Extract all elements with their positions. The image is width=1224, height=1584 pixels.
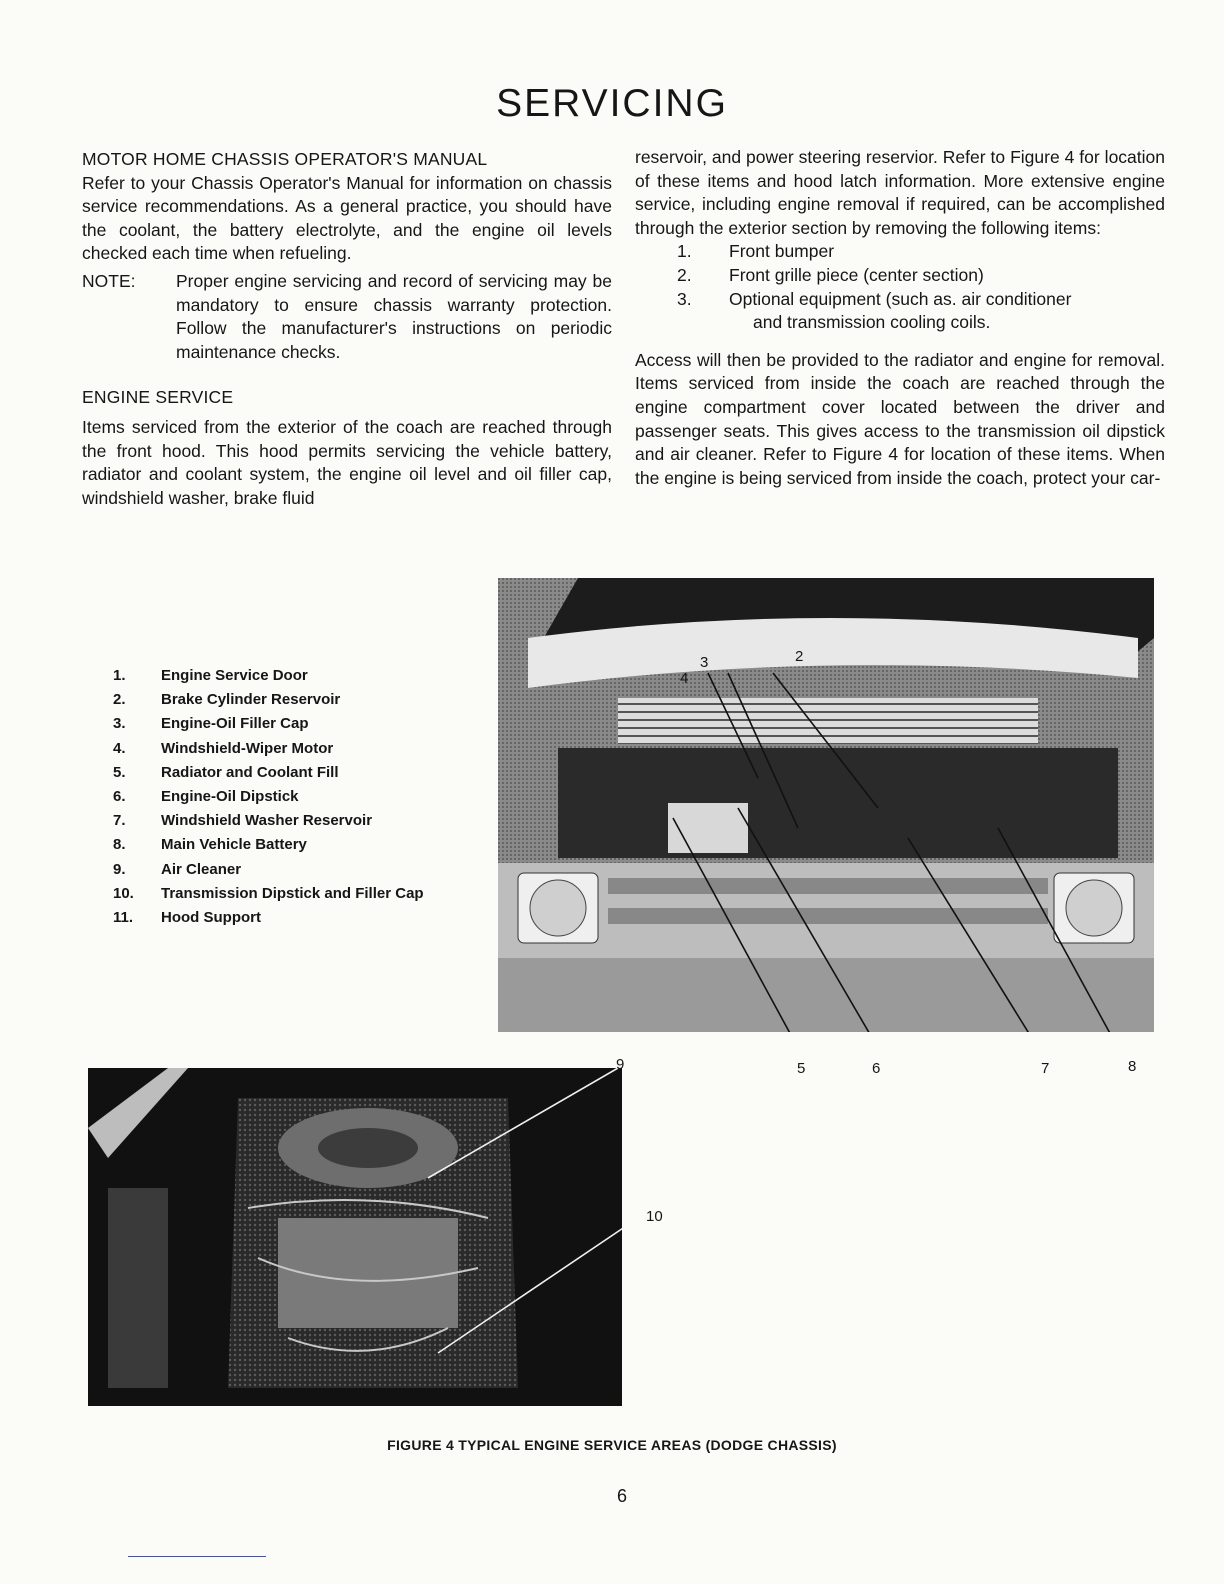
legend-item: 1. Engine Service Door (113, 667, 308, 684)
legend-item: 2. Brake Cylinder Reservoir (113, 691, 341, 709)
engine-compartment-photo (88, 1068, 622, 1406)
legend-item: 11. Hood Support (113, 909, 261, 927)
callout-8: 8 (1128, 1058, 1137, 1075)
legend-item: 4. Windshield-Wiper Motor (113, 739, 334, 757)
footer-rule (128, 1556, 266, 1557)
front-hood-photo (498, 578, 1154, 1032)
legend-item: 10. Transmission Dipstick and Filler Cap (113, 884, 424, 902)
list-item: 1. Front bumper (677, 241, 835, 262)
note-label: NOTE: (82, 270, 136, 291)
callout-6: 6 (872, 1060, 881, 1077)
access-paragraph: Access will then be provided to the radiator and engine for removal. Items serviced from inside the coach are reached through the engine compartment cover located between the driver and passenger seats. This gives access to the transmission oil dipstick and air cleaner. Refer to Figure 4 for location of these items. When the engine is being serviced from inside the coach, protect your car- (635, 349, 1165, 488)
left-column (82, 148, 612, 510)
note-block (82, 270, 612, 364)
legend-item: 8. Main Vehicle Battery (113, 836, 307, 854)
removal-steps-list (635, 240, 1165, 334)
callout-9: 9 (616, 1056, 625, 1073)
figure-caption: FIGURE 4 TYPICAL ENGINE SERVICE AREAS (DODGE CHASSIS) (387, 1437, 837, 1453)
continued-paragraph: reservoir, and power steering reservior. Refer to Figure 4 for location of these items and hood latch information. More extensive engine service, including engine removal if required, can be accomplished through the exterior section by removing the following items: (635, 147, 1165, 238)
legend-item: 6. Engine-Oil Dipstick (113, 788, 299, 806)
figure-legend (113, 664, 424, 930)
right-column (635, 146, 1165, 490)
callout-10: 10 (646, 1208, 663, 1225)
callout-4: 4 (680, 670, 689, 687)
list-item: 2. Front grille piece (center section) (677, 264, 984, 285)
callout-3: 3 (700, 654, 709, 671)
section-heading-chassis-manual: MOTOR HOME CHASSIS OPERATOR'S MANUAL (82, 149, 488, 169)
section-heading-engine-service: ENGINE SERVICE (82, 387, 234, 408)
legend-item: 3. Engine-Oil Filler Cap (113, 715, 309, 733)
legend-item: 7. Windshield Washer Reservoir (113, 812, 373, 830)
callout-5: 5 (797, 1060, 806, 1077)
list-item: 3. Optional equipment (such as. air conditioner and transmission cooling coils. (677, 288, 1072, 333)
legend-item: 9. Air Cleaner (113, 860, 242, 878)
callout-2: 2 (795, 648, 804, 665)
legend-item: 5. Radiator and Coolant Fill (113, 763, 339, 781)
callout-7: 7 (1041, 1060, 1050, 1077)
note-text: Proper engine servicing and record of servicing may be mandatory to ensure chassis warranty protection. Follow the manufacturer's instructions on periodic maintenance checks. (176, 270, 612, 362)
page-title: SERVICING (496, 82, 728, 125)
page-number: 6 (616, 1486, 627, 1506)
chassis-manual-paragraph: Refer to your Chassis Operator's Manual for information on chassis service recommendations. As a general practice, you should have the coolant, the battery electrolyte, and the engine oil levels checked each time when refueling. (82, 172, 612, 264)
engine-service-paragraph: Items serviced from the exterior of the coach are reached through the front hood. This hood permits servicing the vehicle battery, radiator and coolant system, the engine oil level and oil filler cap, windshield washer, brake fluid (82, 416, 612, 508)
